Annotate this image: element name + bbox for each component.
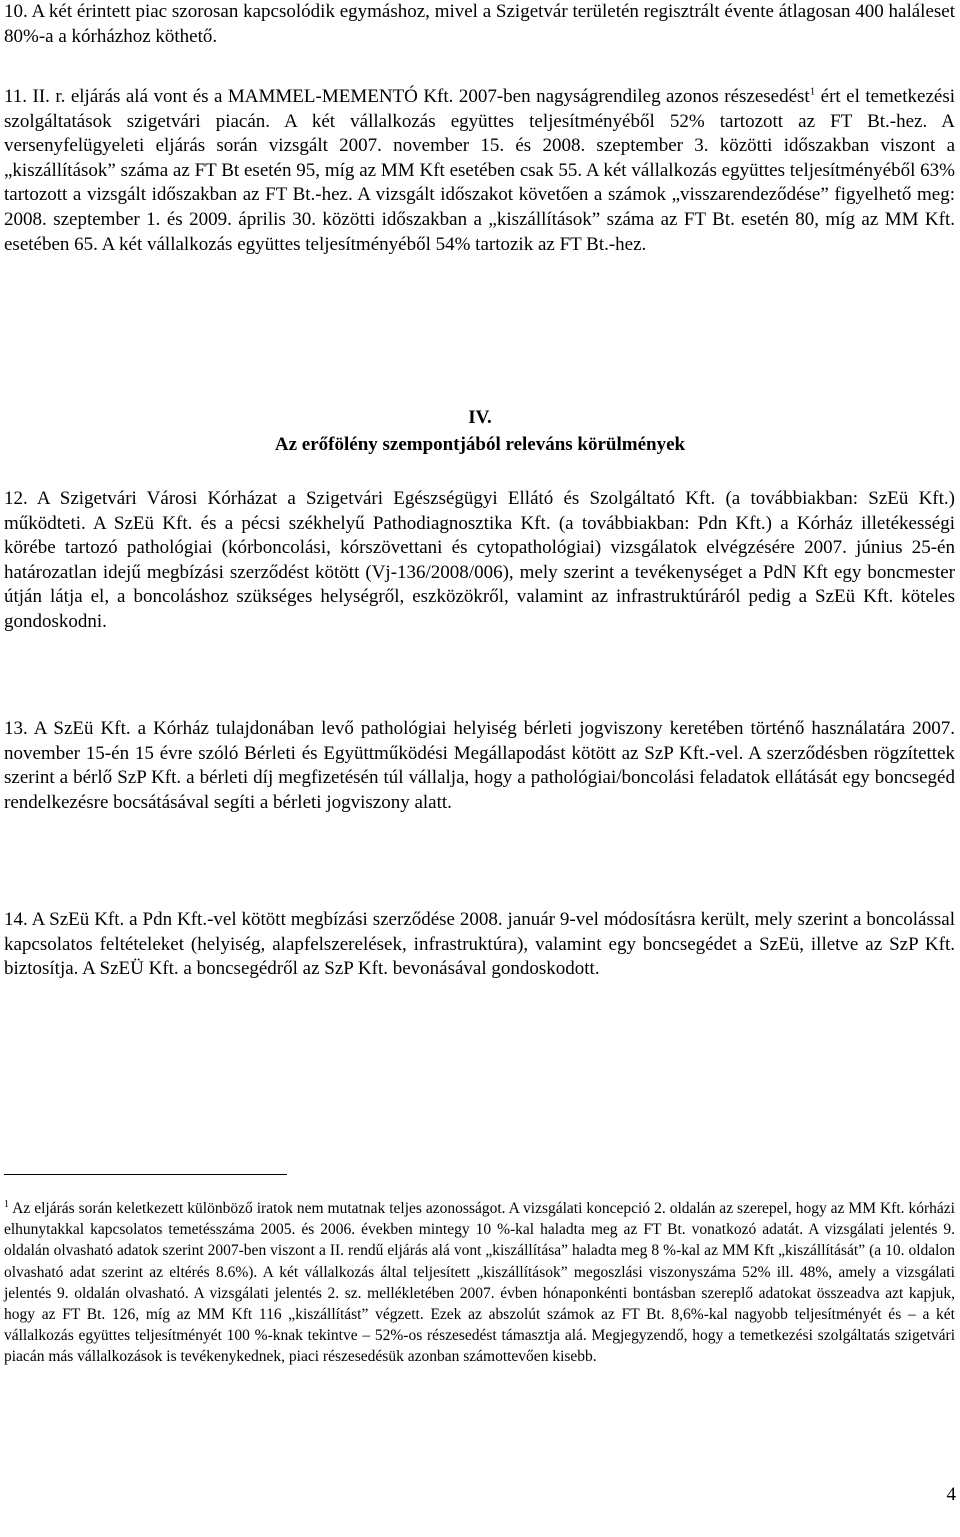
- paragraph-13: 13. A SzEü Kft. a Kórház tulajdonában levő pathológiai helyiség bérleti jogviszony keretében történő használatára 2007. november 15-én 15 évre szóló Bérleti és Együttműködési Megállapodást kötött az SzP Kft.-vel. A szerződésben rögzítettek szerint a bérlő SzP Kft. a bérleti díj megfizetésén túl vállalja, hogy a pathológiai/boncolási feladatok ellátását egy boncsegéd rendelkezésre bocsátásával segíti a bérleti jogviszony alatt.: [4, 718, 955, 813]
- footnote: [4, 1198, 955, 1368]
- footnote-separator: [4, 1174, 287, 1175]
- page-number: 4: [946, 1484, 956, 1505]
- paragraph-10: 10. A két érintett piac szorosan kapcsolódik egymáshoz, mivel a Szigetvár területén regisztrált évente átlagosan 400 haláleset 80%-a a kórházhoz köthető.: [4, 1, 955, 47]
- paragraph-11-text-end: ért el temetkezési szolgáltatások szigetvári piacán. A két vállalkozás együttes teljesítményéből 52% tartozott az FT Bt.-hez. A versenyfelügyeleti eljárás során vizsgált 2007. november 15. és 2008. szeptember 3. közötti időszakban viszont a „kiszállítások” száma az FT Bt esetén 95, míg az MM Kft esetében csak 55. A két vállalkozás együttes teljesítményéből 63% tartozott a vizsgált időszakban az FT Bt.-hez. A vizsgált időszakot követően a számok „visszarendeződése” figyelhető meg: 2008. szeptember 1. és 2009. április 30. közötti időszakban a „kiszállítások” száma az FT Bt. esetén 80, míg az MM Kft. esetében 65. A két vállalkozás együttes teljesítményéből 54% tartozik az FT Bt.-hez.: [4, 86, 955, 255]
- paragraph-11-text-start: 11. II. r. eljárás alá vont és a MAMMEL-MEMENTÓ Kft. 2007-ben nagyságrendileg azonos részesedést: [4, 86, 810, 107]
- section-title: Az erőfölény szempontjából releváns körülmények: [274, 434, 686, 455]
- footnote-number: 1: [4, 1198, 9, 1210]
- footnote-text: Az eljárás során keletkezett különböző iratok nem mutatnak teljes azonosságot. A vizsgálati koncepció 2. oldalán az szerepel, hogy az MM Kft. kórházi elhunytakkal kapcsolatos temetésszáma 2005. és 2006. években mintegy 10 %-kal haladta meg az FT Bt. vonatkozó adatát. A vizsgálati jelentés 9. oldalán olvasható adatok szerint 2007-ben viszont a II. rendű eljárás alá vont „kiszállítása” haladta meg 8 %-kal az MM Kft „kiszállítását” (a 10. oldalon olvasható adat szerint az eltérés 8.6%). A két vállalkozás által teljesített „kiszállítások” megoszlási viszonyszáma 52% ill. 48%, amely a vizsgálati jelentés 9. oldalán olvasható. A vizsgálati jelentés 2. sz. mellékletében 2007. évben hónaponkénti bontásban szereplő adatokat összeadva azt kapjuk, hogy az FT Bt. 126, míg az MM Kft 116 „kiszállítást” végzett. Ezek az abszolút számok az FT Bt. 8,6%-kal nagyobb teljesítményét és – a két vállalkozás együttes teljesítményét 100 %-knak tekintve – 52%-os részesedést támasztja alá. Megjegyzendő, hogy a temetkezési szolgáltatás szigetvári piacán más vállalkozások is tevékenykednek, piaci részesedésük azonban számottevően kisebb.: [4, 1200, 955, 1366]
- paragraph-14: 14. A SzEü Kft. a Pdn Kft.-vel kötött megbízási szerződése 2008. január 9-vel módosításra került, mely szerint a boncolással kapcsolatos feltételeket (helyiség, alapfelszerelések, infrastruktúra), valamint egy boncsegédet a SzEü, illetve az SzP Kft. biztosítja. A SzEÜ Kft. a boncsegédről az SzP Kft. bevonásával gondoskodott.: [4, 909, 955, 980]
- paragraph-12: 12. A Szigetvári Városi Kórházat a Szigetvári Egészségügyi Ellátó és Szolgáltató Kft. (a továbbiakban: SzEü Kft.) működteti. A SzEü Kft. és a pécsi székhelyű Pathodiagnosztika Kft. (a továbbiakban: Pdn Kft.) a Kórház illetékességi körébe tartozó pathológiai (kórboncolási, kórszövettani és cytopathológiai) vizsgálatok elvégzésére 2007. június 25-én határozatlan idejű megbízási szerződést kötött (Vj-136/2008/006), mely szerint a tevékenységet a PdN Kft egy boncmester útján látja el, a boncoláshoz szükséges helységről, eszközökről, valamint az infrastruktúráról pedig a SzEü Kft. köteles gondoskodni.: [4, 488, 955, 632]
- footnote-reference[interactable]: 1: [809, 85, 816, 98]
- paragraph-11: [4, 85, 955, 257]
- section-number: IV.: [468, 407, 492, 428]
